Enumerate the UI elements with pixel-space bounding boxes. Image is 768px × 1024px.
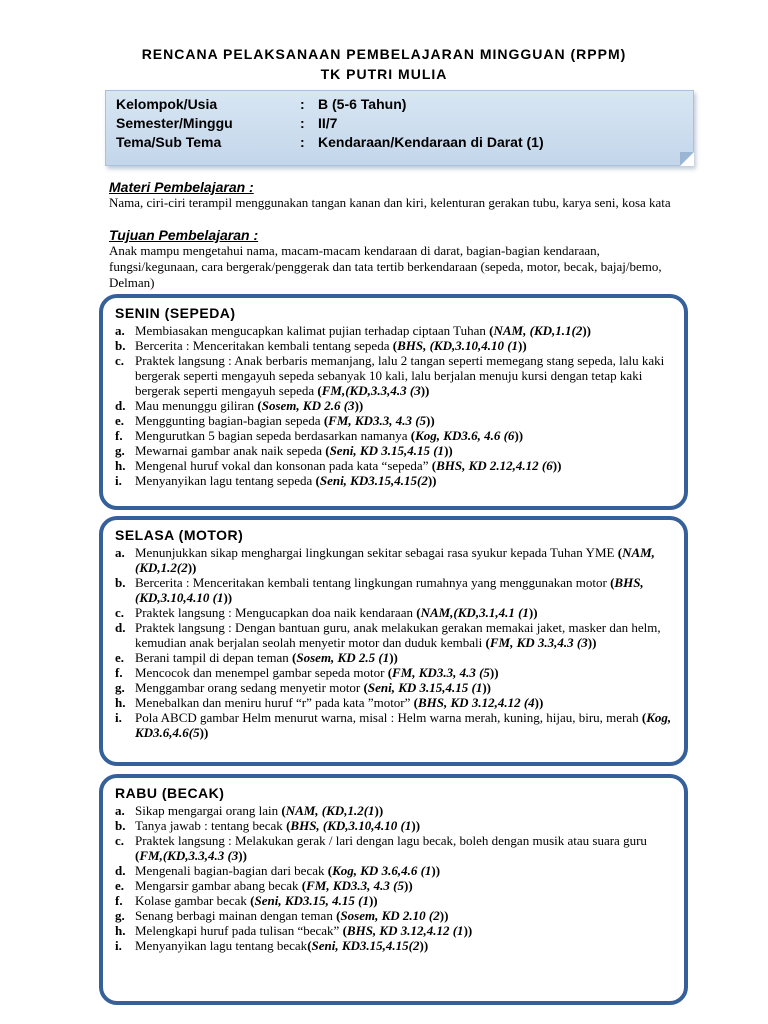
day-title: RABU (BECAK) — [115, 785, 225, 801]
item-letter: g. — [115, 908, 125, 923]
activity-item — [115, 908, 676, 923]
item-kd-code: (Kog, KD3.6,4.6(5)) — [135, 710, 672, 740]
item-text: Praktek langsung : Anak berbaris memanjang, lalu 2 tangan seperti memegang stang sepeda, lalu kaki bergerak seperti mengayuh sepeda sebanyak 10 kali, lalu berjalan menuju kursi dengan tetap kaki bergerak seperti mengayuh sepeda — [135, 353, 665, 398]
activity-item — [115, 458, 676, 473]
item-letter: f. — [115, 893, 123, 908]
tujuan-heading: Tujuan Pembelajaran : — [109, 227, 259, 243]
item-letter: c. — [115, 833, 125, 848]
materi-text: Nama, ciri-ciri terampil menggunakan tangan kanan dan kiri, kelenturan gerakan tubu, karya seni, kosa kata — [109, 195, 671, 210]
item-text: Menebalkan dan meniru huruf “r” pada kata ”motor” — [135, 695, 414, 710]
page-fold-corner — [680, 152, 694, 166]
item-kd-code: (Sosem, KD 2.10 (2)) — [336, 908, 449, 923]
item-letter: g. — [115, 443, 125, 458]
item-text: Menyanyikan lagu tentang becak — [135, 938, 308, 953]
item-letter: d. — [115, 863, 126, 878]
item-text: Menggunting bagian-bagian sepeda — [135, 413, 324, 428]
item-letter: g. — [115, 680, 125, 695]
activity-item — [115, 353, 676, 398]
activity-item — [115, 398, 676, 413]
info-colon: : — [300, 115, 305, 131]
activity-item — [115, 443, 676, 458]
day-title: SELASA (MOTOR) — [115, 527, 244, 543]
activity-item — [115, 833, 676, 863]
activity-item — [115, 473, 676, 488]
item-letter: b. — [115, 338, 126, 353]
info-colon: : — [300, 96, 305, 112]
info-label: Kelompok/Usia — [116, 96, 218, 112]
materi-heading: Materi Pembelajaran : — [109, 179, 254, 195]
item-text: Menyanyikan lagu tentang sepeda — [135, 473, 316, 488]
activity-item — [115, 545, 676, 575]
activity-item — [115, 338, 676, 353]
item-kd-code: (BHS, (KD,3.10,4.10 (1)) — [392, 338, 527, 353]
item-text: Praktek langsung : Melakukan gerak / lari dengan lagu becak, boleh dengan musik atau suara guru — [135, 833, 647, 848]
item-kd-code: (BHS, KD 3.12,4.12 (1)) — [342, 923, 473, 938]
day-title: SENIN (SEPEDA) — [115, 305, 236, 321]
item-kd-code: (FM,(KD,3.3,4.3 (3)) — [317, 383, 430, 398]
item-kd-code: (Kog, KD 3.6,4.6 (1)) — [327, 863, 441, 878]
item-kd-code: (Sosem, KD 2.5 (1)) — [292, 650, 398, 665]
activity-item — [115, 938, 676, 953]
item-letter: i. — [115, 710, 122, 725]
activity-item — [115, 680, 676, 695]
activity-item — [115, 923, 676, 938]
item-kd-code: (BHS, (KD,3.10,4.10 (1)) — [135, 575, 644, 605]
item-letter: i. — [115, 938, 122, 953]
item-text: Menggambar orang sedang menyetir motor — [135, 680, 364, 695]
item-kd-code: (Seni, KD3.15,4.15(2)) — [315, 473, 437, 488]
item-kd-code: (Sosem, KD 2.6 (3)) — [257, 398, 364, 413]
item-letter: a. — [115, 803, 125, 818]
activity-item — [115, 413, 676, 428]
item-text: Tanya jawab : tentang becak — [135, 818, 287, 833]
title-line-1: RENCANA PELAKSANAAN PEMBELAJARAN MINGGUAN (RPPM) — [141, 46, 627, 62]
item-text: Mengenali bagian-bagian dari becak — [135, 863, 328, 878]
item-kd-code: (FM, KD3.3, 4.3 (5)) — [323, 413, 435, 428]
item-kd-code: (NAM,(KD,3.1,4.1 (1)) — [416, 605, 538, 620]
day-activity-list — [115, 545, 676, 740]
day-box-rabu — [99, 774, 688, 1005]
item-letter: a. — [115, 545, 125, 560]
item-letter: b. — [115, 575, 126, 590]
item-kd-code: (BHS, (KD,3.10,4.10 (1)) — [286, 818, 421, 833]
item-text: Senang berbagi mainan dengan teman — [135, 908, 337, 923]
item-text: Mengenal huruf vokal dan konsonan pada kata “sepeda” — [135, 458, 432, 473]
activity-item — [115, 428, 676, 443]
info-value: B (5-6 Tahun) — [318, 96, 407, 112]
activity-item — [115, 878, 676, 893]
item-letter: d. — [115, 398, 126, 413]
item-kd-code: (NAM, (KD,1.1(2)) — [489, 323, 592, 338]
item-letter: a. — [115, 323, 125, 338]
item-text: Mencocok dan menempel gambar sepeda motor — [135, 665, 388, 680]
item-text: Melengkapi huruf pada tulisan “becak” — [135, 923, 343, 938]
item-kd-code: (Seni, KD3.15, 4.15 (1)) — [250, 893, 378, 908]
item-text: Kolase gambar becak — [135, 893, 251, 908]
item-kd-code: (BHS, KD 2.12,4.12 (6)) — [431, 458, 562, 473]
item-kd-code: (NAM, (KD,1.2(2)) — [135, 545, 655, 575]
item-text: Praktek langsung : Mengucapkan doa naik kendaraan — [135, 605, 417, 620]
activity-item — [115, 803, 676, 818]
info-value: Kendaraan/Kendaraan di Darat (1) — [318, 134, 544, 150]
item-text: Mewarnai gambar anak naik sepeda — [135, 443, 326, 458]
item-letter: h. — [115, 923, 126, 938]
activity-item — [115, 323, 676, 338]
info-box — [105, 90, 694, 166]
item-letter: e. — [115, 413, 125, 428]
activity-item — [115, 665, 676, 680]
item-letter: h. — [115, 458, 126, 473]
info-colon: : — [300, 134, 305, 150]
activity-item — [115, 818, 676, 833]
activity-item — [115, 575, 676, 605]
day-activity-list — [115, 323, 676, 488]
item-kd-code: (BHS, KD 3.12,4.12 (4)) — [413, 695, 544, 710]
item-text: Menunjukkan sikap menghargai lingkungan sekitar sebagai rasa syukur kepada Tuhan YME — [135, 545, 618, 560]
item-text: Mengarsir gambar abang becak — [135, 878, 302, 893]
item-kd-code: (FM,(KD,3.3,4.3 (3)) — [135, 848, 247, 863]
item-kd-code: (FM, KD3.3, 4.3 (5)) — [387, 665, 499, 680]
activity-item — [115, 605, 676, 620]
item-letter: f. — [115, 428, 123, 443]
item-letter: d. — [115, 620, 126, 635]
day-activity-list — [115, 803, 676, 953]
item-kd-code: (FM, KD3.3, 4.3 (5)) — [301, 878, 413, 893]
item-text: Berani tampil di depan teman — [135, 650, 293, 665]
info-label: Semester/Minggu — [116, 115, 233, 131]
item-letter: c. — [115, 605, 125, 620]
title-line-2: TK PUTRI MULIA — [320, 66, 448, 82]
activity-item — [115, 710, 676, 740]
item-text: Sikap mengargai orang lain — [135, 803, 282, 818]
item-letter: b. — [115, 818, 126, 833]
item-letter: c. — [115, 353, 125, 368]
activity-item — [115, 863, 676, 878]
item-text: Membiasakan mengucapkan kalimat pujian terhadap ciptaan Tuhan — [135, 323, 490, 338]
tujuan-text: Anak mampu mengetahui nama, macam-macam kendaraan di darat, bagian-bagian kendaraan, fungsi/kegunaan, cara bergerak/penggerak dan tata tertib berkendaraan (sepeda, motor, becak, bajaj/bemo, Delman) — [109, 243, 662, 290]
item-text: Praktek langsung : Dengan bantuan guru, anak melakukan gerakan memakai jaket, masker dan helm, kemudian anak berjalan seolah menyetir motor dan duduk kembali — [135, 620, 661, 650]
item-kd-code: (NAM, (KD,1.2(1)) — [281, 803, 384, 818]
item-text: Bercerita : Menceritakan kembali tentang sepeda — [135, 338, 393, 353]
day-box-senin — [99, 294, 688, 510]
info-value: II/7 — [318, 115, 338, 131]
item-kd-code: (Seni, KD3.15,4.15(2)) — [307, 938, 429, 953]
item-kd-code: (FM, KD 3.3,4.3 (3)) — [485, 635, 597, 650]
info-label: Tema/Sub Tema — [116, 134, 222, 150]
item-kd-code: (Seni, KD 3.15,4.15 (1)) — [325, 443, 453, 458]
item-text: Mengurutkan 5 bagian sepeda berdasarkan namanya — [135, 428, 411, 443]
activity-item — [115, 650, 676, 665]
activity-item — [115, 695, 676, 710]
activity-item — [115, 893, 676, 908]
item-letter: i. — [115, 473, 122, 488]
item-letter: e. — [115, 650, 125, 665]
activity-item — [115, 620, 676, 650]
item-text: Pola ABCD gambar Helm menurut warna, misal : Helm warna merah, kuning, hijau, biru, merah — [135, 710, 642, 725]
item-kd-code: (Kog, KD3.6, 4.6 (6)) — [410, 428, 524, 443]
item-letter: e. — [115, 878, 125, 893]
day-box-selasa — [99, 516, 688, 766]
item-text: Bercerita : Menceritakan kembali tentang lingkungan rumahnya yang menggunakan motor — [135, 575, 611, 590]
item-letter: f. — [115, 665, 123, 680]
item-kd-code: (Seni, KD 3.15,4.15 (1)) — [363, 680, 492, 695]
item-letter: h. — [115, 695, 126, 710]
item-text: Mau menunggu giliran — [135, 398, 258, 413]
